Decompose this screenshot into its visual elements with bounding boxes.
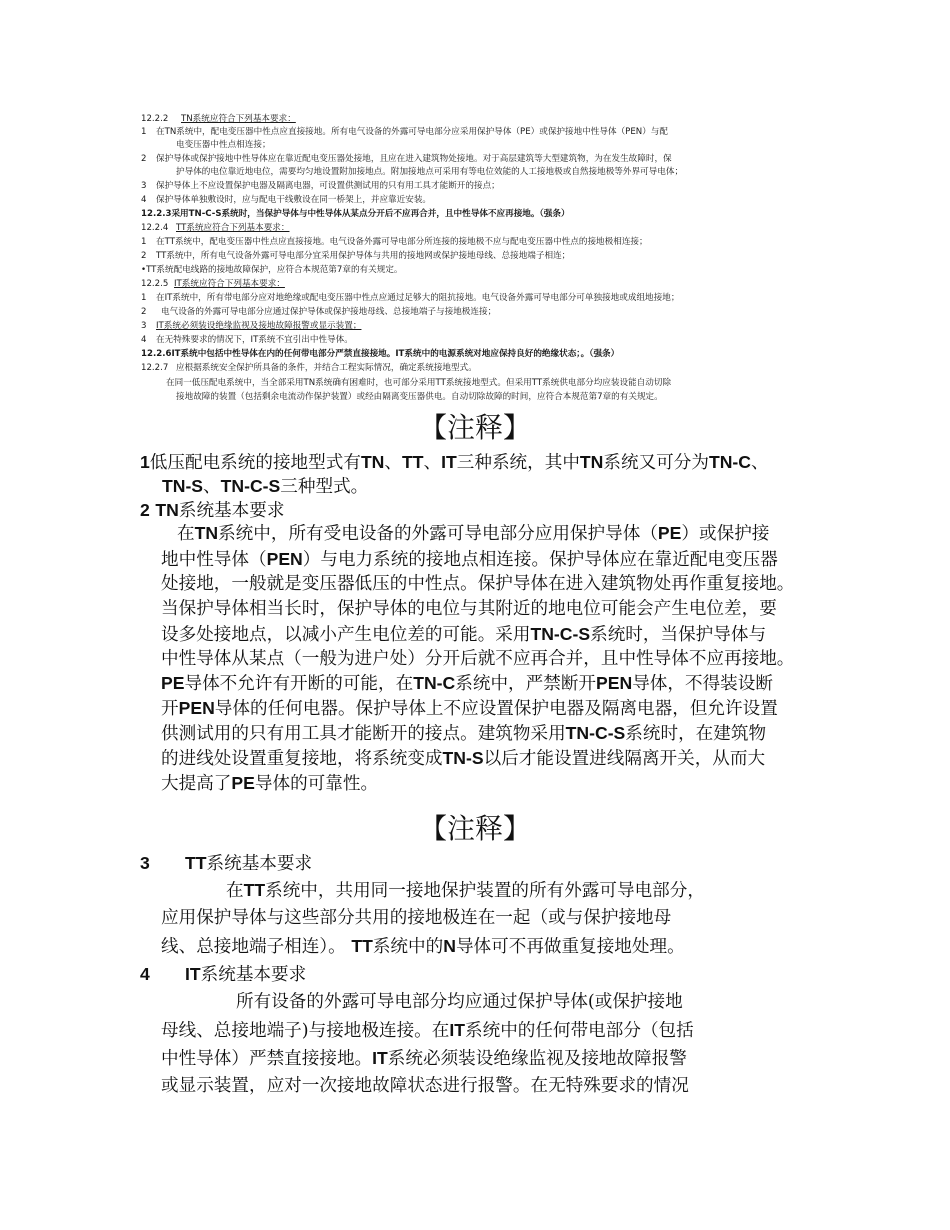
note-subheading: 2 TN系统基本要求 [140, 500, 285, 521]
clause-text: 电气设备的外露可导电部分应通过保护导体或保护接地母线、总接地端子与接地极连接； [161, 307, 497, 317]
clause-text: 在TN系统中，配电变压器中性点应直接接地。所有电气设备的外露可导电部分应采用保护导体（PE）或保护接地中性导体（PEN）与配 [156, 127, 668, 137]
clause-number: 2 [141, 251, 147, 261]
clause-text: TT系统应符合下列基本要求： [176, 223, 290, 233]
note-line: 当保护导体相当长时，保护导体的电位与其附近的地电位可能会产生电位差，要 [161, 599, 777, 619]
annotation-heading: 【注释】 [418, 812, 531, 845]
clause-text: 接地故障的装置（包括剩余电流动作保护装置）或经由隔离变压器供电。自动切除故障的时间，应符合本规范第7章的有关规定。 [176, 392, 663, 402]
clause-number: 4 [141, 195, 147, 205]
clause-number: 12.2.5 [141, 279, 169, 289]
note-line: 母线、总接地端子)与接地极连接。在IT系统中的任何带电部分（包括 [161, 1020, 694, 1041]
clause-text: 护导体的电位靠近地电位，需要均匀地设置附加接地点。附加接地点可采用有等电位效能的人工接地极或自然接地极等外界可导电体； [176, 167, 684, 177]
clause-text: TN系统应符合下列基本要求： [181, 114, 296, 124]
clause-number: 3 [141, 321, 147, 331]
clause-text: 在TT系统中，配电变压器中性点应直接接地。电气设备外露可导电部分所连接的接地极不应与配电变压器中性点的接地极相连接； [156, 237, 648, 247]
clause-text: 12.2.6IT系统中包括中性导体在内的任何带电部分严禁直接接地。IT系统中的电源系统对地应保持良好的绝缘状态；。（强条） [141, 349, 620, 359]
clause-text: 在IT系统中，所有带电部分应对地绝缘或配电变压器中性点应通过足够大的阻抗接地。电气设备外露可导电部分可单独接地或成组地接地； [156, 293, 680, 303]
clause-number: 1 [141, 293, 147, 303]
clause-text: IT系统必须装设绝缘监视及接地故障报警或显示装置； [156, 321, 362, 331]
note-line: 或显示装置，应对一次接地故障状态进行报警。在无特殊要求的情况 [161, 1076, 689, 1096]
note-line: 所有设备的外露可导电部分均应通过保护导体(或保护接地 [236, 992, 683, 1012]
note-subheading: 3 TT系统基本要求 [140, 853, 313, 874]
note-line: 的进线处设置重复接地，将系统变成TN-S以后才能设置进线隔离开关，从而大 [161, 748, 766, 769]
clause-text: 在无特殊要求的情况下，IT系统不宜引出中性导体。 [156, 335, 353, 345]
clause-text: 电变压器中性点相连接； [176, 140, 271, 150]
note-line: 地中性导体（PEN）与电力系统的接地点相连接。保护导体应在靠近配电变压器 [161, 549, 778, 570]
note-line: 中性导体从某点（一般为进户处）分开后就不应再合并，且中性导体不应再接地。 [161, 649, 795, 669]
note-line: 应用保护导体与这些部分共用的接地极连在一起（或与保护接地母 [161, 908, 672, 928]
clause-text: 保护导体或保护接地中性导体应在靠近配电变压器处接地，且应在进入建筑物处接地。对于高层建筑等大型建筑物，为在发生故障时，保 [156, 154, 672, 164]
clause-text: TT系统中，所有电气设备外露可导电部分宜采用保护导体与共用的接地网或保护接地母线、总接地端子相连； [156, 251, 571, 261]
note-line: 大提高了PE导体的可靠性。 [161, 773, 379, 794]
note-line: TN-S、TN-C-S三种型式。 [162, 476, 369, 497]
note-line: 设多处接地点，以减小产生电位差的可能。采用TN-C-S系统时，当保护导体与 [161, 624, 767, 645]
note-line: 开PEN导体的任何电器。保护导体上不应设置保护电器及隔离电器，但允许设置 [161, 698, 778, 719]
note-line: 在TT系统中，共用同一接地保护装置的所有外露可导电部分， [226, 880, 705, 901]
note-subheading: 4 IT系统基本要求 [140, 964, 307, 985]
clause-number: 12.2.7 [141, 363, 169, 373]
note-line: 1低压配电系统的接地型式有TN、TT、IT三种系统，其中TN系统又可分为TN-C、 [140, 452, 769, 473]
clause-text: 保护导体上不应设置保护电器及隔离电器，可设置供测试用的只有用工具才能断开的接点； [156, 181, 500, 191]
note-line: 在TN系统中，所有受电设备的外露可导电部分应用保护导体（PE）或保护接 [177, 523, 770, 544]
clause-text: 在同一低压配电系统中，当全部采用TN系统确有困难时，也可部分采用TT系统接地型式。但采用TT系统供电部分均应装设能自动切除 [166, 378, 672, 388]
clause-number: 12.2.2 [141, 114, 169, 124]
clause-text: 应根据系统安全保护所具备的条件，并结合工程实际情况，确定系统接地型式。 [176, 363, 477, 373]
note-line: 处接地，一般就是变压器低压的中性点。保护导体在进入建筑物处再作重复接地。 [161, 574, 795, 594]
note-line: PE导体不允许有开断的可能，在TN-C系统中，严禁断开PEN导体，不得装设断 [161, 673, 773, 694]
clause-text: IT系统应符合下列基本要求： [174, 279, 285, 289]
annotation-heading: 【注释】 [418, 411, 531, 444]
clause-number: 2 [141, 154, 147, 164]
clause-text: •TT系统配电线路的接地故障保护，应符合本规范第7章的有关规定。 [141, 265, 403, 275]
clause-number: 4 [141, 335, 147, 345]
note-line: 供测试用的只有用工具才能断开的接点。建筑物采用TN-C-S系统时，在建筑物 [161, 723, 767, 744]
clause-number: 12.2.4 [141, 223, 169, 233]
clause-number: 2 [141, 307, 147, 317]
clause-number: 3 [141, 181, 147, 191]
note-line: 线、总接地端子相连）。 TT系统中的N导体可不再做重复接地处理。 [161, 936, 685, 957]
clause-number: 1 [141, 237, 147, 247]
clause-number: 1 [141, 127, 147, 137]
clause-text: 12.2.3采用TN-C-S系统时，当保护导体与中性导体从某点分开后不应再合并，且中性导体不应再接地。（强条） [141, 209, 570, 219]
clause-text: 保护导体单独敷设时，应与配电干线敷设在同一桥架上，并应靠近安装。 [156, 195, 432, 205]
note-line: 中性导体）严禁直接接地。IT系统必须装设绝缘监视及接地故障报警 [161, 1048, 687, 1069]
